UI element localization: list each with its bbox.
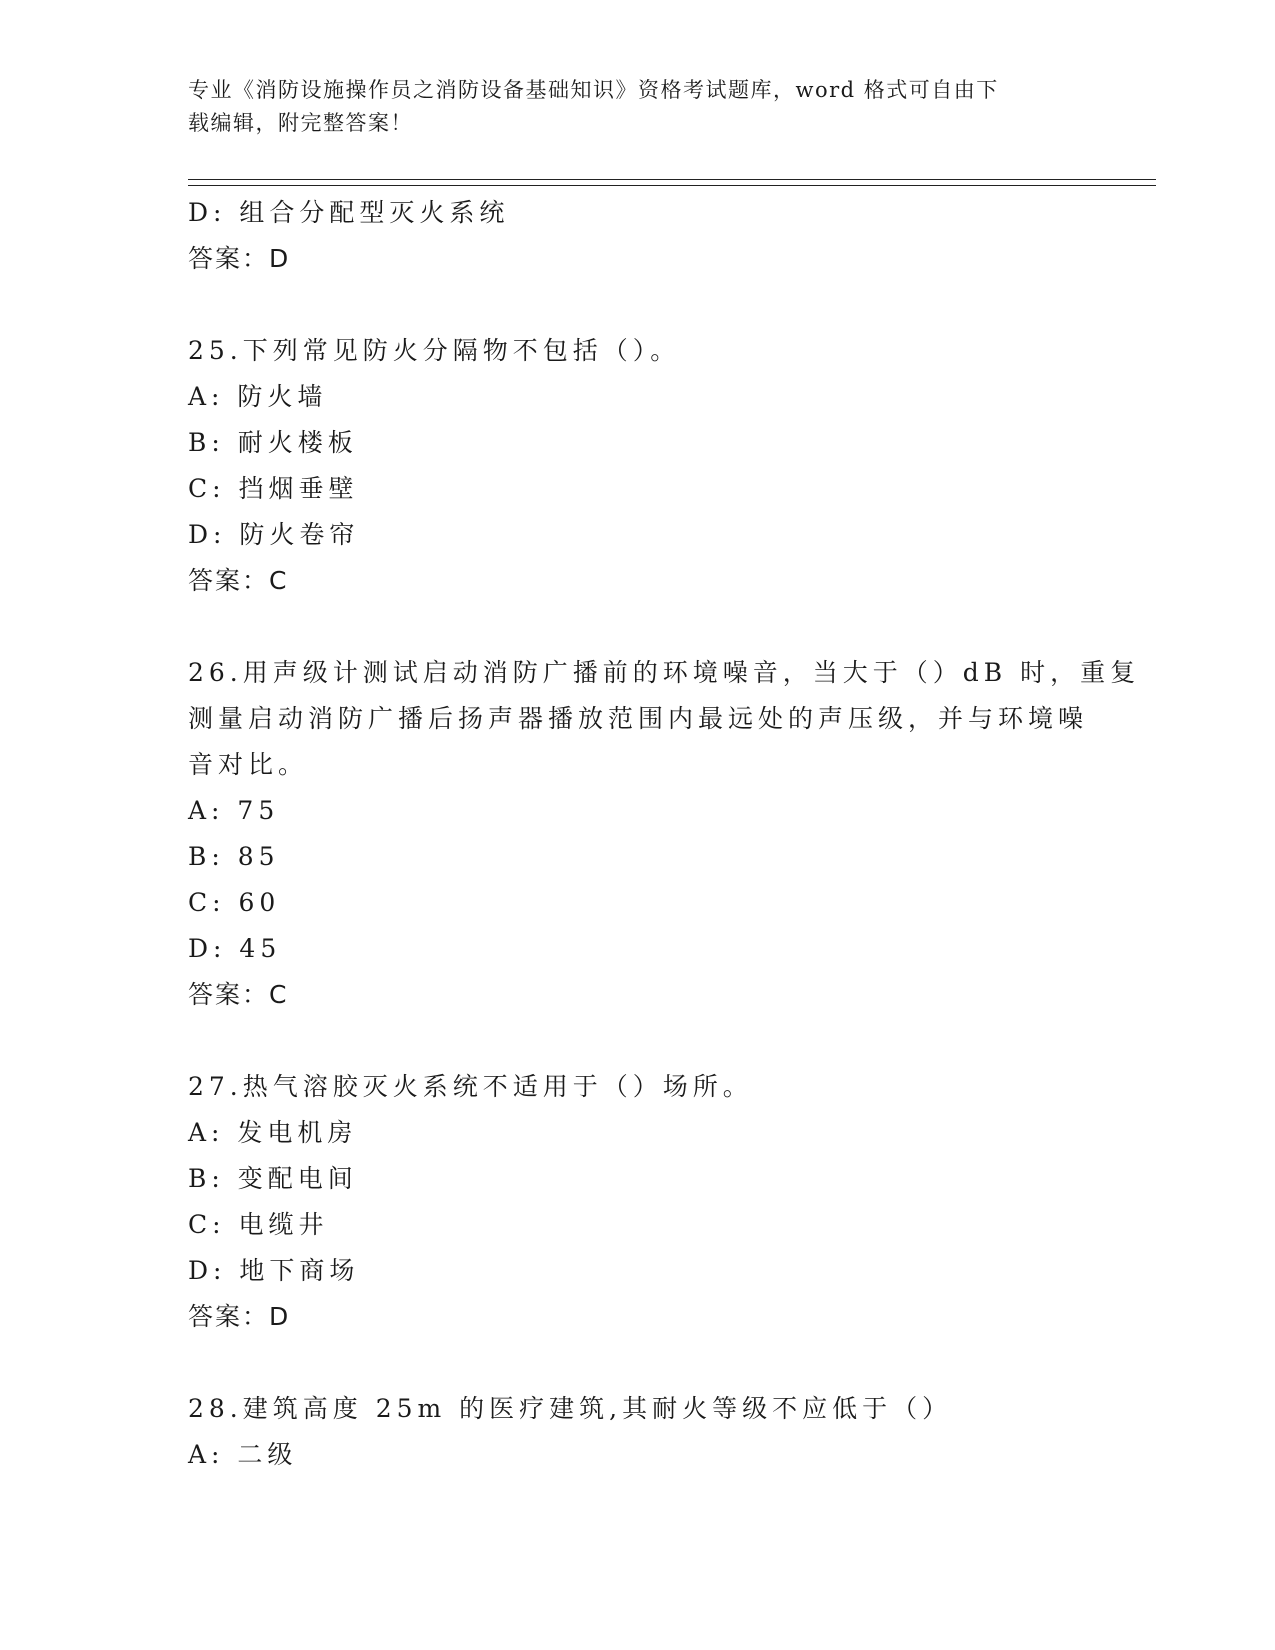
answer-line: 答案：D bbox=[188, 244, 291, 273]
question-text: 26.用声级计测试启动消防广播前的环境噪音，当大于（）dB 时，重复 测量启动消防广播后扬声器播放范围内最远处的声压级，并与环境噪 音对比。 bbox=[188, 658, 1141, 779]
option-c: C: 挡烟垂壁 bbox=[188, 474, 359, 503]
question-text: 27.热气溶胶灭火系统不适用于（）场所。 bbox=[188, 1072, 753, 1101]
question-27 bbox=[188, 1064, 1108, 1340]
option-a: A: 75 bbox=[188, 796, 280, 825]
question-28 bbox=[188, 1386, 1108, 1478]
option-a: A: 发电机房 bbox=[188, 1118, 358, 1147]
option-c: C: 电缆井 bbox=[188, 1210, 329, 1239]
document-header bbox=[188, 74, 1068, 140]
question-25 bbox=[188, 328, 1108, 604]
previous-question-tail bbox=[188, 190, 1108, 282]
option-d: D: 地下商场 bbox=[188, 1256, 360, 1285]
header-line-2: 载编辑，附完整答案！ bbox=[188, 111, 413, 135]
option-b: B: 85 bbox=[188, 842, 280, 871]
option-d: D: 45 bbox=[188, 934, 282, 963]
header-divider-bottom bbox=[188, 185, 1156, 186]
answer-line: 答案：C bbox=[188, 980, 289, 1009]
question-content bbox=[188, 190, 1141, 1524]
option-a: A: 防火墙 bbox=[188, 382, 328, 411]
question-text: 28.建筑高度 25m 的医疗建筑,其耐火等级不应低于（） bbox=[188, 1394, 953, 1423]
question-26 bbox=[188, 650, 1141, 1018]
option-a: A: 二级 bbox=[188, 1440, 298, 1469]
answer-line: 答案：C bbox=[188, 566, 289, 595]
option-b: B: 变配电间 bbox=[188, 1164, 358, 1193]
header-line-1: 专业《消防设施操作员之消防设备基础知识》资格考试题库，word 格式可自由下 bbox=[188, 78, 999, 102]
option-d: D: 组合分配型灭火系统 bbox=[188, 198, 510, 227]
question-text: 25.下列常见防火分隔物不包括（）。 bbox=[188, 336, 681, 365]
option-b: B: 耐火楼板 bbox=[188, 428, 358, 457]
answer-line: 答案：D bbox=[188, 1302, 291, 1331]
option-c: C: 60 bbox=[188, 888, 281, 917]
header-divider-top bbox=[188, 179, 1156, 180]
option-d: D: 防火卷帘 bbox=[188, 520, 360, 549]
